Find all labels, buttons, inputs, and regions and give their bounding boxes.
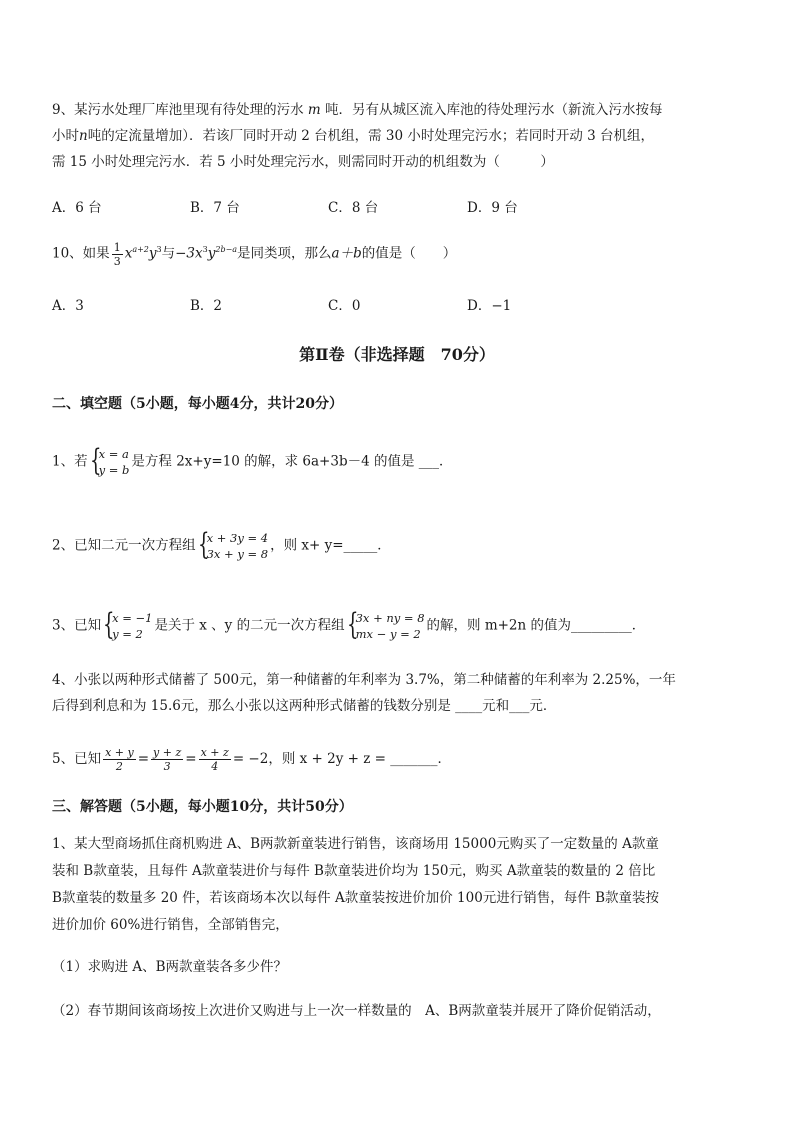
q10-option-b: B．2 bbox=[190, 298, 223, 314]
solve-q1-line-4: 进价加价 60%进行销售，全部销售完， bbox=[52, 917, 289, 933]
q10-line: 10、如果 $\frac{1}{3}$ $x^{a+2}y^3$与$-3x^3y^{2b-a}$是同类项，那么a＋b的值是（ ） bbox=[52, 240, 457, 268]
q10-fraction: $\frac{1}{3}$ bbox=[113, 240, 121, 268]
part2-title: 第Ⅱ卷（非选择题 70分） bbox=[299, 345, 495, 364]
q9-line-3: 需 15 小时处理完污水．若 5 小时处理完污水，则需同时开动的机组数为（ ） bbox=[52, 154, 554, 170]
fill-q5: 5、已知 $\frac{x + y}{2}$ = $\frac{y + z}{3}$ = $\frac{x + z}{4}$ = −2，则 x + 2y + z = _______． bbox=[52, 746, 451, 773]
solve-q1-sub-2: （2）春节期间该商场按上次进价又购进与上一次一样数量的 A、B两款童装并展开了降价促销活动， bbox=[52, 1003, 661, 1019]
fill-q3-system: { 3x + ny = 8 mx − y = 2 bbox=[346, 607, 425, 642]
q9-option-c: C．8 台 bbox=[328, 200, 379, 216]
fill-q2-system: { x + 3y = 4 3x + y = 8 bbox=[197, 527, 269, 562]
q9-option-d: D．9 台 bbox=[467, 200, 518, 216]
q9-line-1: 9、某污水处理厂库池里现有待处理的污水 m 吨．另有从城区流入库池的待处理污水（新流入污水按每 bbox=[52, 102, 663, 118]
fill-q2: 2、已知二元一次方程组 { x + 3y = 4 3x + y = 8 ，则 x+ y=_____． bbox=[52, 527, 391, 562]
q9-option-b: B．7 台 bbox=[190, 200, 240, 216]
solve-q1-line-3: B款童装的数量多 20 件，若该商场本次以每件 A款童装按进价加价 100元进行销售，每件 B款童装按 bbox=[52, 890, 659, 906]
solve-q1-line-1: 1、某大型商场抓住商机购进 A、B两款新童装进行销售，该商场用 15000元购买了一定数量的 A款童 bbox=[52, 836, 659, 852]
solve-q1-line-2: 装和 B款童装，且每件 A款童装进价与每件 B款童装进价均为 150元，购买 A款童装的数量的 2 倍比 bbox=[52, 863, 656, 879]
fill-q4-line-1: 4、小张以两种形式储蓄了 500元，第一种储蓄的年利率为 3.7%，第二种储蓄的年利率为 2.25%，一年 bbox=[52, 672, 676, 688]
fill-section-heading: 二、填空题（5小题，每小题4分，共计20分） bbox=[52, 396, 343, 412]
q10-option-a: A．3 bbox=[52, 298, 84, 314]
q10-option-c: C．0 bbox=[328, 298, 361, 314]
q9-option-a: A．6 台 bbox=[52, 200, 102, 216]
solve-q1-sub-1: （1）求购进 A、B两款童装各多少件？ bbox=[52, 959, 288, 975]
q10-option-d: D．−1 bbox=[467, 298, 512, 314]
fill-q3: 3、已知 { x = −1 y = 2 是关于 x 、y 的二元一次方程组 { 3x + ny = 8 mx − y = 2 的解，则 m+2n 的值为_________． bbox=[52, 607, 646, 642]
fill-q1: 1、若 { x = a y = b 是方程 2x+y=10 的解，求 6a+3b－4 的值是 ___． bbox=[52, 443, 453, 478]
q9-line-2: 小时n吨的定流量增加）．若该厂同时开动 2 台机组，需 30 小时处理完污水；若同时开动 3 台机组， bbox=[52, 128, 655, 144]
fill-q3-solution: { x = −1 y = 2 bbox=[103, 607, 153, 642]
fill-q1-system: { x = a y = b bbox=[89, 443, 130, 478]
solve-section-heading: 三、解答题（5小题，每小题10分，共计50分） bbox=[52, 799, 353, 815]
fill-q4-line-2: 后得到利息和为 15.6元，那么小张以这两种形式储蓄的钱数分别是 ____元和___元． bbox=[52, 698, 557, 714]
